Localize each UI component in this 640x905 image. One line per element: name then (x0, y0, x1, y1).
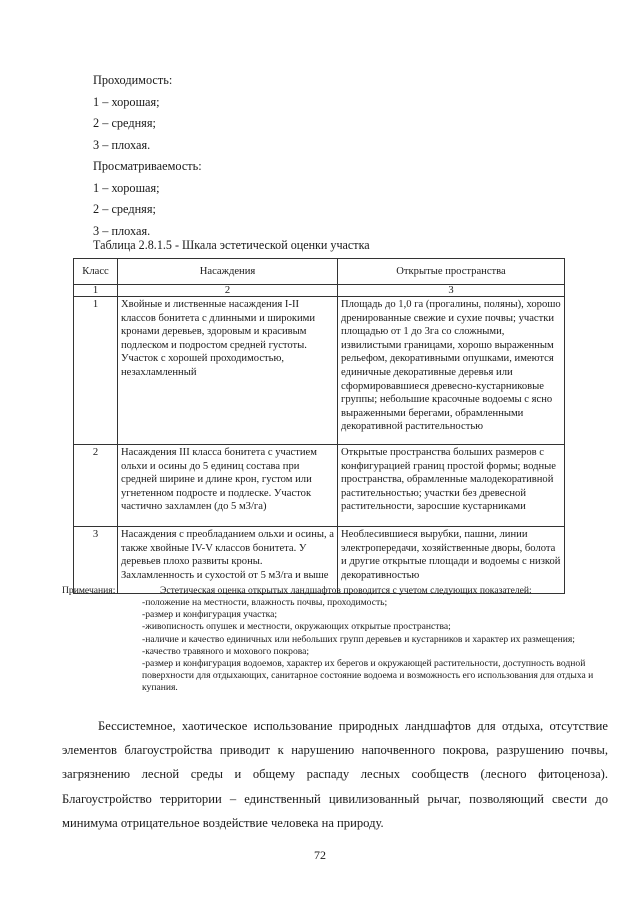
table-header-row (74, 259, 565, 285)
column-header-plantings: Насаждения (118, 259, 338, 285)
visibility-item: 1 – хорошая; (93, 180, 160, 195)
permeability-title: Проходимость: (93, 73, 173, 87)
note-item: -положение на местности, влажность почвы, проходимость; (142, 597, 388, 608)
open-spaces-cell: Необлесившиеся вырубки, пашни, линии электропередачи, хозяйственные дворы, болота и другие открытые площади и водоемы с низкой декоративностью (338, 527, 565, 594)
notes-intro: Эстетическая оценка открытых ландшафтов проводится с учетом следующих показателей: (160, 585, 532, 596)
note-item: -живописность опушек и местности, окружающих открытые пространства; (142, 621, 451, 633)
plantings-cell: Насаждения с преобладанием ольхи и осины, а также хвойные IV-V классов бонитета. У деревьев плохо развиты кроны. Захламленность и сухостой от 5 м3/га и выше (118, 527, 338, 594)
table-row (74, 445, 565, 527)
rating-scales (93, 70, 202, 242)
column-number: 3 (338, 285, 565, 297)
column-number: 1 (74, 285, 118, 297)
body-text (62, 714, 608, 835)
plantings-cell: Хвойные и лиственные насаждения I-II классов бонитета с длинными и широкими кронами деревьев, здоровым и красивым подлеском и подростом средней густоты. Участок с хорошей проходимостью, незахламленный (118, 297, 338, 445)
aesthetic-scale-table (73, 258, 565, 594)
page-number: 72 (314, 848, 326, 862)
column-number-row (74, 285, 565, 297)
class-cell: 1 (74, 297, 118, 445)
permeability-item: 3 – плохая. (93, 137, 151, 152)
open-spaces-cell: Площадь до 1,0 га (прогалины, поляны), хорошо дренированные свежие и сухие почвы; участки площадью от 1 до 3га со сложными, извилистыми границами, хорошо выраженным рельефом, декоративными опушками, имеются единичные декоративные деревья или сформировавшиеся древесно-кустарниковые группы; небольшие красочные водоемы с ясно выраженными берегами, обрамленными декоративной растительностью (338, 297, 565, 445)
column-number: 2 (118, 285, 338, 297)
table-caption: Таблица 2.8.1.5 - Шкала эстетической оценки участка (93, 238, 370, 252)
note-item: -размер и конфигурация участка; (142, 609, 278, 621)
permeability-item: 2 – средняя; (93, 116, 156, 130)
notes-list (142, 597, 612, 695)
notes-label: Примечания: (62, 585, 116, 596)
table-row (74, 527, 565, 594)
visibility-item: 3 – плохая. (93, 223, 151, 238)
note-item: -наличие и качество единичных или небольших групп деревьев и кустарников и характер их размещения; (142, 633, 575, 645)
body-paragraph: Бессистемное, хаотическое использование природных ландшафтов для отдыха, отсутствие элементов благоустройства приводит к нарушению напочвенного покрова, разрушению почвы, загрязнению лесной среды и общему распаду лесных сообществ (лесного фитоценоза). Благоустройство территории – единственный цивилизованный рычаг, позволяющий свести до минимума отрицательное воздействие человека на природу. (62, 719, 608, 830)
permeability-item: 1 – хорошая; (93, 94, 160, 109)
column-header-class: Класс (74, 259, 118, 285)
column-header-open-spaces: Открытые пространства (338, 259, 565, 285)
visibility-title: Просматриваемость: (93, 159, 202, 173)
note-item: -размер и конфигурация водоемов, характер их берегов и окружающей растительности, доступность водной поверхности для отдыхающих, санитарное состояние водоема и возможность его использования для отдыха и купания. (142, 658, 594, 694)
table-row (74, 297, 565, 445)
visibility-item: 2 – средняя; (93, 202, 156, 216)
class-cell: 3 (74, 527, 118, 594)
note-item: -качество травяного и мохового покрова; (142, 645, 310, 657)
open-spaces-cell: Открытые пространства больших размеров с конфигурацией границ простой формы; водные пространства, обрамленные малодекоративной растительностью; участки без древесной растительности, заросшие кустарниками (338, 445, 565, 527)
class-cell: 2 (74, 445, 118, 527)
plantings-cell: Насаждения III класса бонитета с участием ольхи и осины до 5 единиц состава при средней ширине и длине крон, густом или угнетенном подросте и подлеске. Участок частично захламлен (до 5 м3/га) (118, 445, 338, 527)
